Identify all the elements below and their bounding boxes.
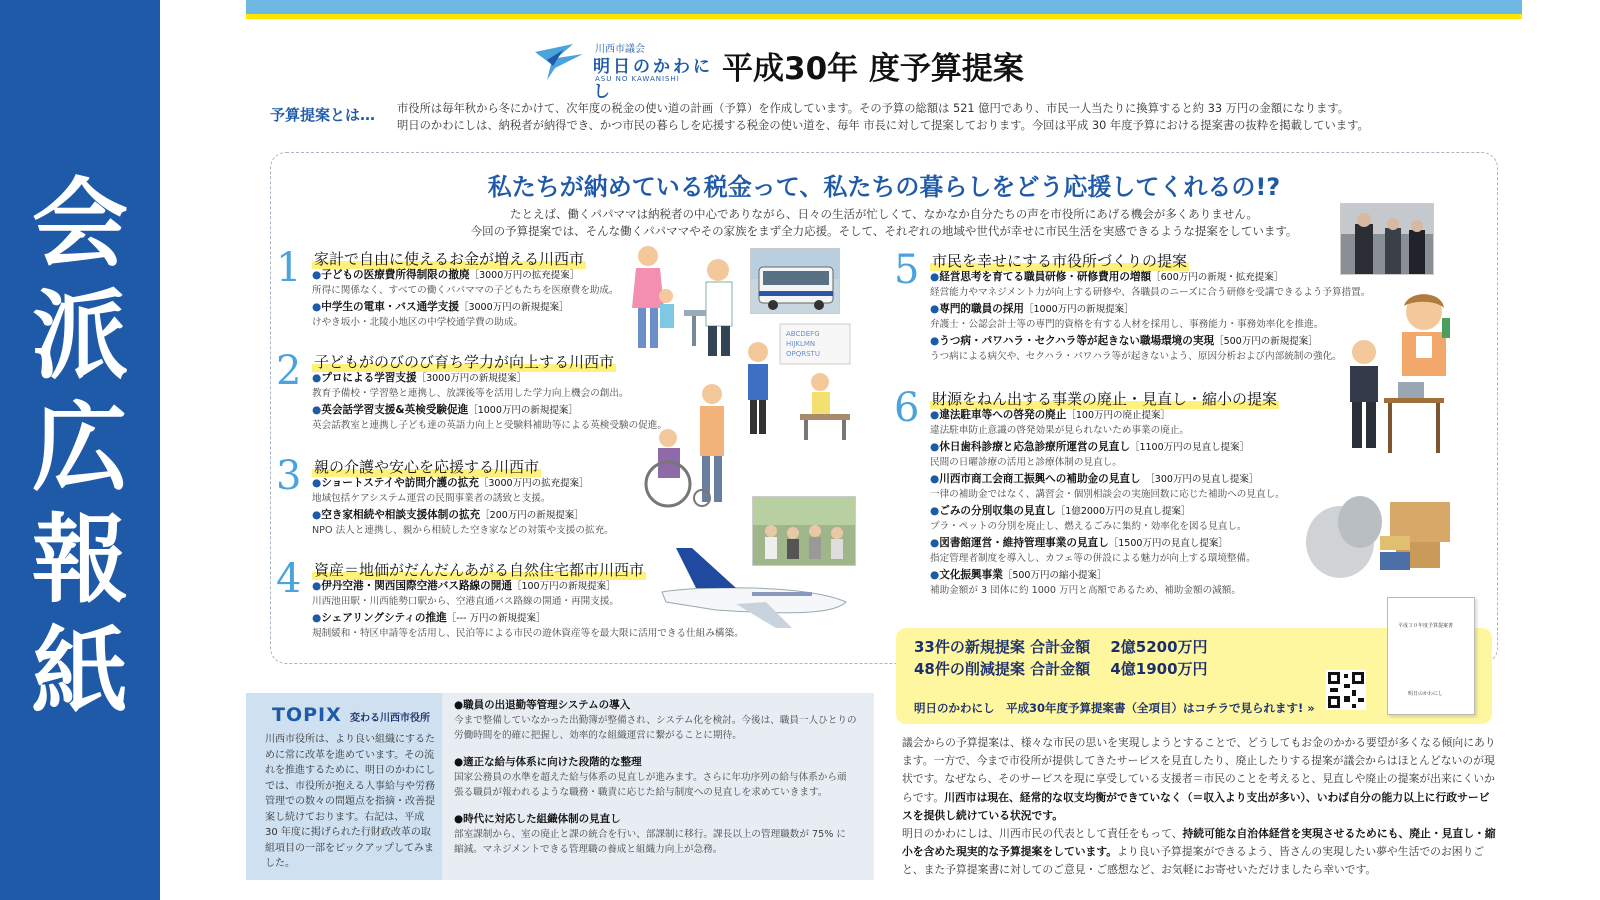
section-number: 1 <box>276 245 302 291</box>
proposal-item: ●経営思考を育てる職員研修・研修費用の増額［600万円の新規・拡充提案］ 経営能力やマネジメント力が向上する研修や、各職員のニーズに合う研修を受講できるよう予算措置。 <box>930 271 1371 298</box>
proposal-booklet-thumbnail[interactable] <box>1387 597 1475 715</box>
proposal-item: ●子どもの医療費所得制限の撤廃［3000万円の拡充提案］ 所得に関係なく、すべての働くパパママの子どもたちを医療費を助成。 <box>312 269 619 296</box>
section-6 <box>894 386 1314 606</box>
page-title: 平成30年 度予算提案 <box>722 51 1024 87</box>
section-title: 市民を幸せにする市役所づくりの提案 <box>932 252 1188 270</box>
laptop-worker-illustration <box>1330 338 1448 458</box>
topix-item: ●職員の出退勤等管理システムの導入 今まで整備していなかった出勤簿が整備され、システム化を検討。今後は、職員一人ひとりの 労働時間を的確に把握し、効率的な組織運営に繋がることに期待。 <box>454 699 857 741</box>
section-title: 財源をねん出する事業の廃止・見直し・縮小の提案 <box>932 390 1278 408</box>
proposal-item: ●休日歯科診療と応急診療所運営の見直し［1100万円の見直し提案］ 民間の日曜診療の活用と診療体制の見直し。 <box>930 441 1250 468</box>
topix-item: ●適正な給与体系に向けた段階的な整理 国家公務員の水準を超えた給与体系の見直しが進みます。さらに年功序列の給与体系から頑 張る職員が報われるような職務・職責に応じた給与制度への見直しを求めていきます。 <box>454 756 847 798</box>
reduction-proposals-total: 48件の削減提案 合計金額 4億1900万円 <box>914 660 1208 678</box>
headline: 私たちが納めている税金って、私たちの暮らしをどう応援してくれるの!? <box>487 173 1281 201</box>
proposal-item: ●川西市商工会商工振興への補助金の見直し ［300万円の見直し提案］ 一律の補助金ではなく、講習会・個別相談会の実施回数に応じた補助への見直し。 <box>930 473 1285 500</box>
bus-photo <box>750 248 840 314</box>
proposal-item: ●伊丹空港・関西国際空港バス路線の開通［100万円の新規提案］ 川西池田駅・川西能勢口駅から、空港直通バス路線の開通・再開支援。 <box>312 580 619 607</box>
top-stripe <box>246 0 1522 14</box>
logo-subtitle: 川西市議会 <box>595 44 645 55</box>
trash-bags-icon <box>1300 472 1470 582</box>
section-title: 資産＝地価がだんだんあがる自然住宅都市川西市 <box>314 561 645 579</box>
section-number: 6 <box>894 385 920 431</box>
svg-text:OPQRSTU: OPQRSTU <box>786 350 820 358</box>
proposal-item: ●ショートステイや訪問介護の拡充［3000万円の拡充提案］ 地域包括ケアシステム運営の民間事業者の誘致と支援。 <box>312 477 589 504</box>
proposal-item: ●中学生の電車・バス通学支援［3000万円の新規提案］ けやき坂小・北陵小地区の中学校通学費の助成。 <box>312 301 569 328</box>
section-1 <box>276 245 619 336</box>
section-number: 3 <box>276 453 302 499</box>
lead-text: たとえば、働くパパママは納税者の中心でありながら、日々の生活が忙しくて、なかなか自分たちの声を市役所にあげる機会が多くありません。 今回の予算提案では、そんな働くパパママやその家族をまず全力応援。そして、それぞれの地域や世代が幸せに市民生活を実感できるような提案をしています。 <box>470 207 1298 238</box>
intro-text: 市役所は毎年秋から冬にかけて、次年度の税金の使い道の計画（予算）を作成しています。その予算の総額は 521 億円であり、市民一人当たりに換算すると約 33 万円の金額になります。 明日のかわにしは、納税者が納得でき、かつ市民の暮らしを応援する税金の使い道を、毎年 市長に対して提案しております。今回は平成 30 年度予算における提案書の抜粋を掲載しています。 <box>397 102 1369 132</box>
section-number: 4 <box>276 556 302 602</box>
commuters-icon <box>1341 204 1434 275</box>
bird-logo-icon <box>533 38 589 82</box>
section-title: 子どもがのびのび育ち学力が向上する川西市 <box>314 353 615 371</box>
section-2 <box>276 348 667 439</box>
closing-text: 議会からの予算提案は、様々な市民の思いを実現しようとすることで、どうしてもお金のかかる要望が多くなる傾向にあります。一方で、今まで市役所が提供してきたサービスを見直したり、廃止したりする提案が議会からはほとんどないのが現状です。なぜなら、そのサービスを現に享受している支援者＝市民のことを考えると、見直しや廃止の提案が出来にくいからです。川西市は現在、経常的な収支均衡ができていなく（＝収入より支出が多い）、いわば自分の能力以上に行政サービスを提供し続けている状況です。 明日のかわにしは、川西市民の代表として責任をもって、持続可能な自治体経営を実現させるためにも、廃止・見直し・縮小を含めた現実的な予算提案をしています。より良い予算提案ができるよう、皆さんの実現したい夢や生活でのお困りごと、また予算提案書に対してのご意見・ご感想など、お気軽にお寄せいただけましたら幸いです。 <box>902 736 1496 877</box>
proposal-item: ●文化振興事業［500万円の縮小提案］ 補助金額が 3 団体に約 1000 万円と高額であるため、補助金額の減額。 <box>930 569 1241 596</box>
section-title: 家計で自由に使えるお金が増える川西市 <box>314 250 585 268</box>
full-proposal-link[interactable]: 明日のかわにし 平成30年度予算提案書（全項目）はコチラで見られます! » <box>914 701 1315 715</box>
commuters-photo <box>1340 203 1434 275</box>
topix-intro-text: 川西市役所は、より良い組織にするために常に改革を進めています。その流れを推進するために、明日のかわにしでは、市役所が抱える人事給与や労務管理での数々の問題点を指摘・改善提案し続けております。右記は、平成 30 年度に掲げられた行財政改革の取組項目の一部をピックアップしてみました。 <box>265 734 435 869</box>
caregiver-illustration <box>628 380 738 510</box>
top-stripe-accent <box>246 14 1522 19</box>
section-number: 5 <box>894 247 920 293</box>
topix-subtitle: 変わる川西市役所 <box>350 713 430 724</box>
bus-icon <box>751 249 840 314</box>
side-banner-title: 会 派 広 報 紙 <box>32 168 128 728</box>
svg-text:HIJKLMN: HIJKLMN <box>786 340 816 348</box>
topix-item: ●時代に対応した組織体制の見直し 部室課制から、室の廃止と課の統合を行い、部課制に移行。課長以上の管理職数が 75% に 縮減。マネジメントできる管理職の養成と組織力向上が急務。 <box>454 813 846 855</box>
family-illustration <box>628 240 744 360</box>
section-number: 2 <box>276 348 302 394</box>
proposal-item: ●専門的職員の採用［1000万円の新規提案］ 弁護士・公認会計士等の専門的資格を有する人材を採用し、事務能力・事務効率化を推進。 <box>930 303 1324 330</box>
proposal-item: ●ごみの分別収集の見直し［1億2000万円の見直し提案］ プラ・ペットの分別を廃止し、燃えるごみに集約・効率化を図る見直し。 <box>930 505 1247 532</box>
proposal-item: ●空き家相続や相談支援体制の拡充［200万円の新規提案］ NPO 法人と連携し、親から相続した空き家などの対策や支援の拡充。 <box>312 509 614 536</box>
logo-roman: ASU NO KAWANISHI <box>595 75 680 83</box>
section-5 <box>894 247 1371 374</box>
intro-label: 予算提案とは… <box>270 106 376 124</box>
proposal-item: ●違法駐車等への啓発の廃止［100万円の廃止提案］ 違法駐車防止意識の啓発効果が見られないため事業の廃止。 <box>930 409 1190 436</box>
teacher-illustration <box>740 322 860 442</box>
proposal-item: ●うつ病・パワハラ・セクハラ等が起きない職場環境の実現［500万円の新規提案］ うつ病による病欠や、セクハラ・パワハラ等が起きないよう、原因分析および内部統制の強化。 <box>930 335 1342 362</box>
proposal-item: ●図書館運営・維持管理事業の見直し［1500万円の見直し提案］ 指定管理者制度を導入し、カフェ等の併設による魅力が向上する環境整備。 <box>930 537 1256 564</box>
booklet-title: 平成３０年度予算提案書 <box>1398 623 1454 629</box>
svg-text:ABCDEFG: ABCDEFG <box>786 330 820 338</box>
new-proposals-total: 33件の新規提案 合計金額 2億5200万円 <box>914 638 1208 656</box>
booklet-org: 明日のかわにし <box>1408 691 1444 697</box>
proposal-item: ●英会話学習支援&英検受験促進［1000万円の新規提案］ 英会話教室と連携し子ども達の英語力向上と受験料補助等による英検受験の促進。 <box>312 404 667 431</box>
airplane-icon <box>656 540 856 632</box>
qr-code-icon[interactable] <box>1326 670 1366 710</box>
proposal-item: ●プロによる学習支援［3000万円の新規提案］ 教育予備校・学習塾と連携し、放課後等を活用した学力向上機会の創出。 <box>312 372 629 399</box>
section-title: 親の介護や安心を応援する川西市 <box>314 458 540 476</box>
topix-title: TOPIX <box>272 704 342 726</box>
proposal-item: ●シェアリングシティの推進［--- 万円の新規提案］ 規制緩和・特区申請等を活用し、民泊等による市民の遊休資産等を最大限に活用できる仕組み構築。 <box>312 612 744 639</box>
logo-name: 明日のかわにし <box>593 57 713 102</box>
section-3 <box>276 454 616 544</box>
logo <box>533 38 713 102</box>
